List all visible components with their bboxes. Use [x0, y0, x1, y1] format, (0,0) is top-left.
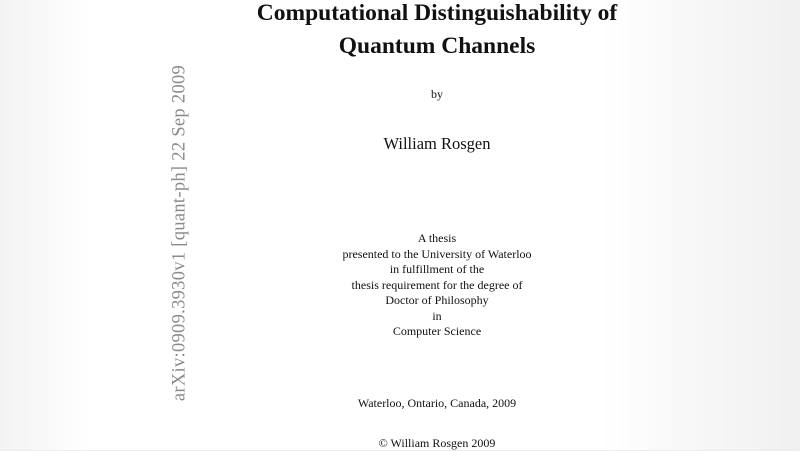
thesis-title-line-2: Quantum Channels: [338, 33, 536, 59]
author-name: William Rosgen: [383, 134, 491, 153]
thesis-statement-line: presented to the University of Waterloo: [342, 246, 532, 261]
thesis-statement: [342, 231, 531, 340]
thesis-statement-line: in: [432, 308, 442, 323]
by-label: by: [431, 87, 443, 101]
copyright-notice: © William Rosgen 2009: [378, 436, 496, 450]
thesis-title-line-1: Computational Distinguishability of: [256, 0, 618, 26]
thesis-statement-line: A thesis: [417, 231, 457, 245]
thesis-statement-line: in fulfillment of the: [389, 262, 485, 276]
thesis-statement-line: Computer Science: [392, 324, 482, 338]
arxiv-identifier-stamp: arXiv:0909.3930v1 [quant-ph] 22 Sep 2009: [169, 64, 190, 402]
thesis-statement-line: Doctor of Philosophy: [385, 293, 489, 307]
location-year: Waterloo, Ontario, Canada, 2009: [357, 396, 517, 410]
thesis-statement-line: thesis requirement for the degree of: [351, 277, 523, 292]
